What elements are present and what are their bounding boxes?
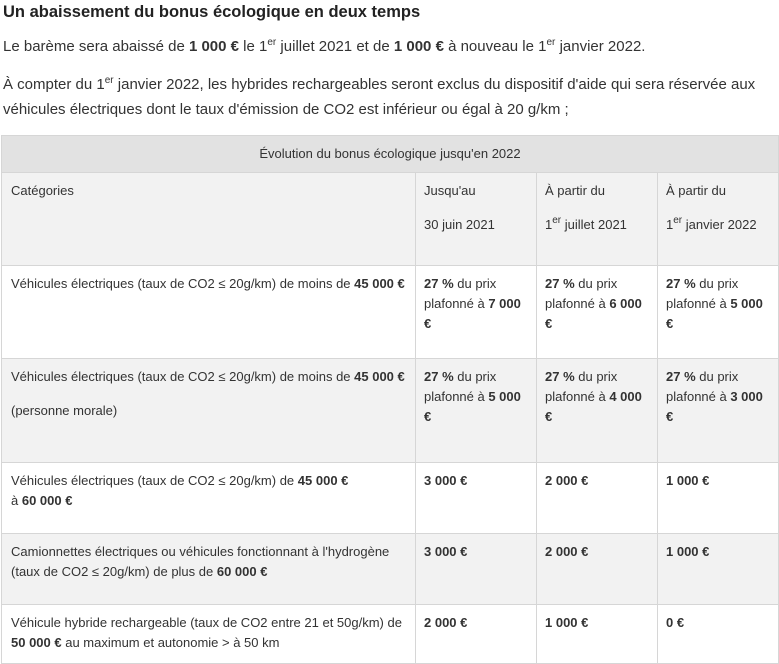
value-cell: 27 % du prix plafonné à 5 000 € <box>416 359 537 463</box>
header-from-july-2021: À partir du 1er juillet 2021 <box>537 173 658 266</box>
category-note: (personne morale) <box>11 403 118 418</box>
value-cell: 27 % du prix plafonné à 3 000 € <box>658 359 779 463</box>
header-until-june-2021: Jusqu'au 30 juin 2021 <box>416 173 537 266</box>
category-cell: Véhicule hybride rechargeable (taux de CO2 entre 21 et 50g/km) de 50 000 € au maximum et autonomie > à 50 km <box>2 605 416 664</box>
value-cell: 1 000 € <box>658 463 779 534</box>
value-cell: 2 000 € <box>537 463 658 534</box>
table-row <box>2 463 779 534</box>
table-row <box>2 266 779 359</box>
value-cell: 1 000 € <box>537 605 658 664</box>
value-cell: 27 % du prix plafonné à 4 000 € <box>537 359 658 463</box>
table-caption-row <box>2 136 779 173</box>
table-caption: Évolution du bonus écologique jusqu'en 2022 <box>2 136 779 173</box>
table-header-row <box>2 173 779 266</box>
category-cell: Camionnettes électriques ou véhicules fonctionnant à l'hydrogène (taux de CO2 ≤ 20g/km) de plus de 60 000 € <box>2 534 416 605</box>
section-heading: Un abaissement du bonus écologique en deux temps <box>3 3 421 21</box>
value-cell: 1 000 € <box>658 534 779 605</box>
value-cell: 27 % du prix plafonné à 5 000 € <box>658 266 779 359</box>
category-cell: Véhicules électriques (taux de CO2 ≤ 20g/km) de moins de 45 000 € <box>2 266 416 359</box>
paragraph-hybrides: À compter du 1er janvier 2022, les hybrides rechargeables seront exclus du dispositif d'aide qui sera réservée aux véhicules électriques dont le taux d'émission de CO2 est inférieur ou égal à 20 g/km ; <box>3 75 756 118</box>
table-row <box>2 534 779 605</box>
header-from-january-2022: À partir du 1er janvier 2022 <box>658 173 779 266</box>
value-cell: 27 % du prix plafonné à 6 000 € <box>537 266 658 359</box>
value-cell: 27 % du prix plafonné à 7 000 € <box>416 266 537 359</box>
paragraph-bareme: Le barème sera abaissé de 1 000 € le 1er juillet 2021 et de 1 000 € à nouveau le 1er janvier 2022. <box>3 37 646 55</box>
category-cell: Véhicules électriques (taux de CO2 ≤ 20g/km) de moins de 45 000 € (personne morale) <box>2 359 416 463</box>
value-cell: 0 € <box>658 605 779 664</box>
bonus-table <box>1 135 779 664</box>
header-categories: Catégories <box>2 173 416 266</box>
value-cell: 2 000 € <box>537 534 658 605</box>
value-cell: 2 000 € <box>416 605 537 664</box>
value-cell: 3 000 € <box>416 534 537 605</box>
table-row <box>2 359 779 463</box>
category-cell: Véhicules électriques (taux de CO2 ≤ 20g/km) de 45 000 € à 60 000 € <box>2 463 416 534</box>
value-cell: 3 000 € <box>416 463 537 534</box>
